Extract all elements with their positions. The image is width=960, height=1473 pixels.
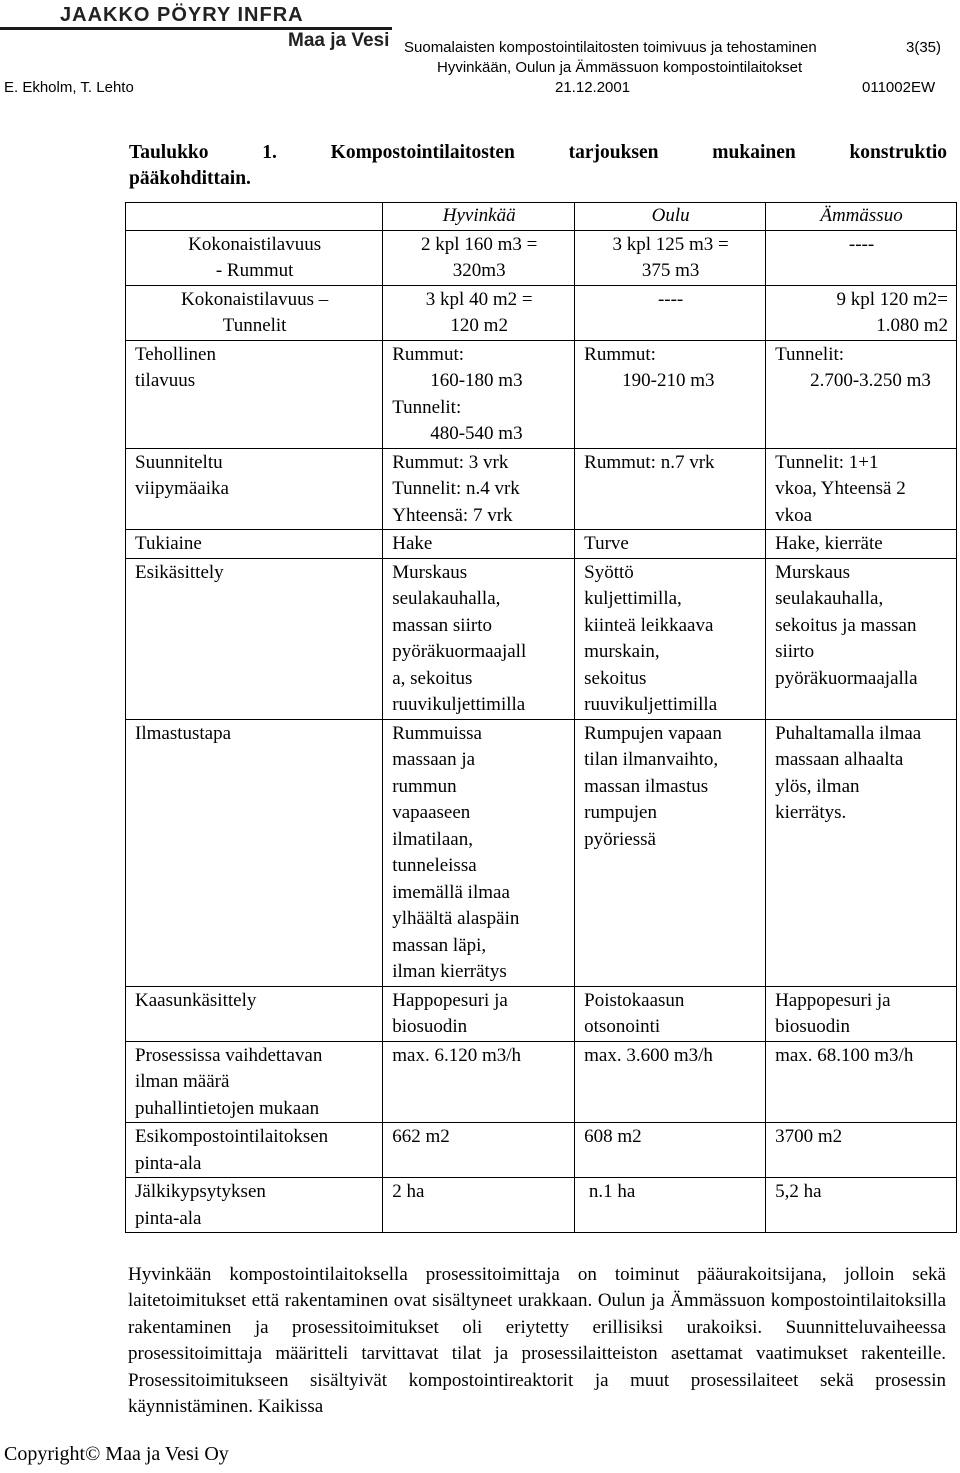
row-label: Esikompostointilaitoksen pinta-ala xyxy=(126,1123,383,1178)
row-label: Esikäsittely xyxy=(126,558,383,719)
cell-ammassuo: 3700 m2 xyxy=(766,1123,957,1178)
document-date: 21.12.2001 xyxy=(555,79,631,96)
cell-oulu: n.1 ha xyxy=(575,1178,766,1233)
company-logo-subtext: Maa ja Vesi xyxy=(288,30,390,51)
cell-oulu: Syöttö kuljettimilla, kiinteä leikkaava murskain, sekoitus ruuvikuljettimilla xyxy=(575,558,766,719)
cell-oulu: max. 3.600 m3/h xyxy=(575,1041,766,1123)
cell-ammassuo: max. 68.100 m3/h xyxy=(766,1041,957,1123)
table-row xyxy=(126,448,957,530)
cell-hyvinkaa: Hake xyxy=(383,530,575,559)
cell-hyvinkaa: 2 ha xyxy=(383,1178,575,1233)
cell-ammassuo: Murskaus seulakauhalla, sekoitus ja massan siirto pyöräkuormaajalla xyxy=(766,558,957,719)
cell-oulu: ---- xyxy=(575,285,766,340)
cell-ammassuo: 5,2 ha xyxy=(766,1178,957,1233)
cell-ammassuo xyxy=(766,340,957,448)
row-label: Ilmastustapa xyxy=(126,719,383,986)
table-row xyxy=(126,1178,957,1233)
cell-oulu: Rummut: n.7 vrk xyxy=(575,448,766,530)
cell-line: 2.700-3.250 m3 xyxy=(810,370,931,391)
cell-oulu: 3 kpl 125 m3 = 375 m3 xyxy=(575,230,766,285)
row-label: Kokonaistilavuus - Rummut xyxy=(126,230,383,285)
cell-hyvinkaa: 2 kpl 160 m3 = 320m3 xyxy=(383,230,575,285)
row-label: Suunniteltu viipymäaika xyxy=(126,448,383,530)
cell-oulu: 608 m2 xyxy=(575,1123,766,1178)
cell-oulu: Turve xyxy=(575,530,766,559)
cell-ammassuo: Happopesuri ja biosuodin xyxy=(766,986,957,1041)
cell-hyvinkaa: 3 kpl 40 m2 = 120 m2 xyxy=(383,285,575,340)
cell-ammassuo: 9 kpl 120 m2= 1.080 m2 xyxy=(766,285,957,340)
cell-hyvinkaa: Rummut: 3 vrk Tunnelit: n.4 vrk Yhteensä: 7 vrk xyxy=(383,448,575,530)
document-title: Suomalaisten kompostointilaitosten toimivuus ja tehostaminen xyxy=(404,39,817,56)
table-row xyxy=(126,986,957,1041)
row-label: Kaasunkäsittely xyxy=(126,986,383,1041)
row-label: Jälkikypsytyksen pinta-ala xyxy=(126,1178,383,1233)
company-logo-text: JAAKKO PÖYRY INFRA xyxy=(60,4,304,26)
cell-line: 160-180 m3 xyxy=(430,370,523,391)
table-row xyxy=(126,1123,957,1178)
table-row xyxy=(126,230,957,285)
column-header-ammassuo: Ämmässuo xyxy=(766,203,957,231)
row-label: Prosessissa vaihdettavan ilman määrä puhallintietojen mukaan xyxy=(126,1041,383,1123)
table-caption-line-2: pääkohdittain. xyxy=(129,168,251,189)
row-label: Tehollinen tilavuus xyxy=(126,340,383,448)
body-paragraph: Hyvinkään kompostointilaitoksella prosessitoimittaja on toiminut pääurakoitsijana, jolloin sekä laitetoimitukset että rakentaminen ovat sisältyneet urakkaan. Oulun ja Ämmässuon kompostointilaitoksilla rakentaminen ja prosessitoimitukset oli eriytetty erillisiksi urakoiksi. Suunnitteluvaiheessa prosessitoimittaja määritteli tarvittavat tilat ja prosessilaitteiston asettamat vaatimukset rakenteille. Prosessitoimitukseen sisältyivät kompostointireaktorit ja muut prosessilaiteet sekä prosessin käynnistäminen. Kaikissa xyxy=(128,1264,946,1418)
table-row xyxy=(126,530,957,559)
cell-hyvinkaa: Rummuissa massaan ja rummun vapaaseen ilmatilaan, tunneleissa imemällä ilmaa ylhäältä alaspäin massan läpi, ilman kierrätys xyxy=(383,719,575,986)
table-caption-line-1: Taulukko 1. Kompostointilaitosten tarjouksen mukainen konstruktio xyxy=(129,142,947,163)
cell-ammassuo: Tunnelit: 1+1 vkoa, Yhteensä 2 vkoa xyxy=(766,448,957,530)
cell-hyvinkaa: Murskaus seulakauhalla, massan siirto pyöräkuormaajall a, sekoitus ruuvikuljettimilla xyxy=(383,558,575,719)
cell-oulu xyxy=(575,340,766,448)
page-number: 3(35) xyxy=(906,39,942,56)
document-code: 011002EW xyxy=(862,79,936,96)
table-row xyxy=(126,285,957,340)
authors: E. Ekholm, T. Lehto xyxy=(4,79,134,96)
cell-line: Rummut: xyxy=(392,343,465,365)
row-label: Tukiaine xyxy=(126,530,383,559)
document-subtitle: Hyvinkään, Oulun ja Ämmässuon kompostointilaitokset xyxy=(437,59,803,76)
table-row xyxy=(126,719,957,986)
cell-line: 190-210 m3 xyxy=(622,370,715,391)
copyright-footer: Copyright© Maa ja Vesi Oy xyxy=(4,1443,229,1465)
cell-line: Rummut: xyxy=(584,343,656,365)
cell-hyvinkaa: Happopesuri ja biosuodin xyxy=(383,986,575,1041)
cell-oulu: Rumpujen vapaan tilan ilmanvaihto, massan ilmastus rumpujen pyöriessä xyxy=(575,719,766,986)
cell-oulu: Poistokaasun otsonointi xyxy=(575,986,766,1041)
cell-hyvinkaa xyxy=(383,340,575,448)
cell-line: Tunnelit: xyxy=(392,396,462,418)
cell-hyvinkaa: max. 6.120 m3/h xyxy=(383,1041,575,1123)
table-row xyxy=(126,340,957,448)
cell-hyvinkaa: 662 m2 xyxy=(383,1123,575,1178)
column-header-empty xyxy=(126,203,383,231)
column-header-oulu: Oulu xyxy=(575,203,766,231)
construction-table xyxy=(125,202,957,1233)
table-header-row xyxy=(126,203,957,231)
cell-ammassuo: Hake, kierräte xyxy=(766,530,957,559)
cell-line: 480-540 m3 xyxy=(430,423,523,444)
row-label: Kokonaistilavuus – Tunnelit xyxy=(126,285,383,340)
table-row xyxy=(126,1041,957,1123)
column-header-hyvinkaa: Hyvinkää xyxy=(383,203,575,231)
cell-ammassuo: ---- xyxy=(766,230,957,285)
cell-ammassuo: Puhaltamalla ilmaa massaan alhaalta ylös, ilman kierrätys. xyxy=(766,719,957,986)
table-row xyxy=(126,558,957,719)
cell-line: Tunnelit: xyxy=(775,343,845,365)
